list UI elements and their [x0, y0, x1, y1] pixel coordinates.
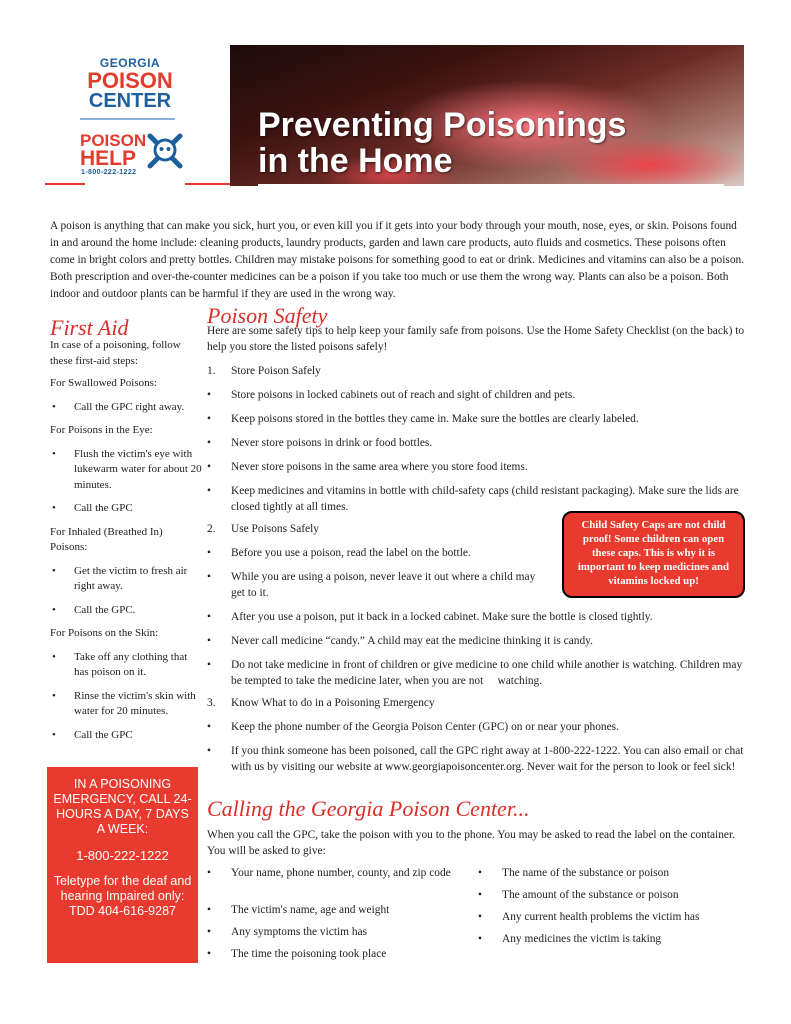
bullet-icon: •	[207, 635, 211, 647]
page-title-line2: in the Home	[258, 142, 453, 180]
list-item-text: The victim's name, age and weight	[231, 904, 390, 916]
list-item-text: Never call medicine “candy.” A child may eat the medicine thinking it is candy.	[231, 635, 593, 647]
list-item-text: Any current health problems the victim has	[502, 911, 700, 923]
calling-intro: When you call the GPC, take the poison with you to the phone. You may be asked to read the label on the container. You will be asked to give:	[207, 829, 735, 857]
header-banner	[230, 45, 744, 186]
first-aid-column	[50, 338, 202, 743]
bullet-icon: •	[207, 904, 211, 916]
list-item-text: The amount of the substance or poison	[502, 889, 679, 901]
bullet-icon: •	[478, 933, 482, 945]
list-item: • Call the GPC.	[50, 603, 202, 619]
page-title	[258, 107, 728, 179]
list-item: • Take off any clothing that has poison on it.	[50, 650, 202, 681]
bullet-icon: •	[478, 867, 482, 879]
list-item-text: Any medicines the victim is taking	[502, 933, 662, 945]
bullet-icon: •	[207, 413, 211, 425]
list-item-text: While you are using a poison, never leave it out where a child may get to it.	[231, 571, 536, 599]
bullet-icon: •	[207, 926, 211, 938]
list-item-text: Never store poisons in the same area where you store food items.	[231, 461, 528, 473]
list-item-text: The name of the substance or poison	[502, 867, 670, 879]
georgia-poison-center-logo	[80, 57, 180, 112]
bullet-icon: •	[478, 911, 482, 923]
bullet-icon: •	[207, 721, 211, 733]
list-item-text: The time the poisoning took place	[231, 948, 387, 960]
list-item: • Flush the victim's eye with lukewarm water for about 20 minutes.	[50, 447, 202, 494]
list-item-text: Any symptoms the victim has	[231, 926, 368, 938]
bullet-icon: •	[207, 571, 211, 583]
bullet-icon: •	[207, 389, 211, 401]
list-item-text: Keep the phone number of the Georgia Poison Center (GPC) on or near your phones.	[231, 721, 619, 733]
section-number: 1.	[207, 365, 216, 377]
emergency-box	[47, 767, 198, 963]
bullet-icon: •	[207, 547, 211, 559]
accent-rule-mid	[185, 183, 230, 185]
intro-paragraph: A poison is anything that can make you sick, hurt you, or even kill you if it gets into your body through your mouth, nose, eyes, or skin. Poisons found in and around the home include: cleaning products, laundry products, garden and lawn care products, auto fluids and cosmetics. These poisons often come in bright colors and pretty bottles. Children may mistake poisons for something good to eat or drink. Medicines and vitamins can also be a poison. Both prescription and over-the-counter medicines can be a poison if you take too much or use them the wrong way. Plants can also be a poison. Both indoor and outdoor plants can be harmful if they are used in the wrong way.	[50, 220, 745, 300]
bullet-icon: •	[207, 948, 211, 960]
poison-help-logo	[80, 128, 190, 183]
section-number: 3.	[207, 697, 216, 709]
poison-safety-intro: Here are some safety tips to help keep your family safe from poisons. Use the Home Safety Checklist (on the back) to help you store the listed poisons safely!	[207, 325, 745, 353]
emergency-text: IN A POISONING EMERGENCY, CALL 24-HOURS A DAY, 7 DAYS A WEEK:	[53, 777, 192, 836]
first-aid-intro: In case of a poisoning, follow these first-aid steps:	[50, 339, 181, 367]
list-item: • Call the GPC	[50, 728, 202, 744]
list-item-text: Keep medicines and vitamins in bottle with child-safety caps (child resistant packaging). Make sure the lids are closed tightly at all times.	[231, 485, 739, 513]
accent-rule-left	[45, 183, 85, 185]
bullet-icon: •	[207, 461, 211, 473]
skull-crossbones-icon	[144, 128, 188, 172]
list-item-text: If you think someone has been poisoned, call the GPC right away at 1-800-222-1222. You can also email or chat with us by visiting our website at www.georgiapoisoncenter.org. Never wait for the person to look or feel sick!	[231, 745, 744, 773]
bullet-icon: •	[207, 611, 211, 623]
poison-help-line1: POISON	[80, 131, 147, 150]
section-title: Use Poisons Safely	[231, 523, 319, 535]
swallowed-label: For Swallowed Poisons:	[50, 377, 157, 389]
poison-safety-heading: Poison Safety	[207, 303, 328, 328]
emergency-tty: Teletype for the deaf and hearing Impaired only: TDD 404-616-9287	[53, 874, 192, 918]
logo-line-center: CENTER	[88, 90, 172, 112]
inhaled-label: For Inhaled (Breathed In) Poisons:	[50, 525, 163, 553]
bullet-icon: •	[207, 485, 211, 497]
bullet-icon: •	[478, 889, 482, 901]
section-number: 2.	[207, 523, 216, 535]
bullet-icon: •	[207, 867, 211, 879]
list-item-text: Your name, phone number, county, and zip code	[231, 867, 451, 879]
list-item-text: Never store poisons in drink or food bottles.	[231, 437, 433, 449]
bullet-icon: •	[207, 659, 211, 671]
logo-line-georgia: GEORGIA	[99, 56, 161, 70]
banner-rule	[258, 184, 724, 186]
calling-heading: Calling the Georgia Poison Center...	[207, 796, 530, 821]
child-safety-callout: Child Safety Caps are not child proof! Some children can open these caps. This is why it is important to keep medicines and vitamins locked up!	[562, 511, 745, 598]
list-item-text: Before you use a poison, read the label on the bottle.	[231, 547, 471, 559]
page-title-line1: Preventing Poisonings	[258, 106, 627, 144]
logo-divider	[80, 118, 175, 120]
list-item: • Call the GPC right away.	[50, 400, 202, 416]
list-item: • Call the GPC	[50, 501, 202, 517]
poison-help-phone: 1-800-222-1222	[81, 169, 137, 176]
section-title: Know What to do in a Poisoning Emergency	[231, 697, 435, 709]
skin-label: For Poisons on the Skin:	[50, 627, 159, 639]
eye-label: For Poisons in the Eye:	[50, 424, 153, 436]
list-item-text: After you use a poison, put it back in a locked cabinet. Make sure the bottle is closed tightly.	[231, 611, 653, 623]
emergency-phone[interactable]: 1-800-222-1222	[76, 848, 169, 863]
poison-help-line2: HELP	[80, 147, 137, 170]
list-item-text: Do not take medicine in front of children or give medicine to one child while another is watching. Children may be tempted to take the medicine later, when you are not watching.	[231, 659, 746, 687]
bullet-icon: •	[207, 745, 211, 757]
bullet-icon: •	[207, 437, 211, 449]
list-item-text: Keep poisons stored in the bottles they came in. Make sure the bottles are clearly labeled.	[231, 413, 639, 425]
first-aid-heading: First Aid	[50, 315, 129, 340]
list-item: • Rinse the victim's skin with water for 20 minutes.	[50, 689, 202, 720]
logo-line-poison: POISON	[87, 68, 173, 93]
list-item: • Get the victim to fresh air right away.	[50, 564, 202, 595]
section-title: Store Poison Safely	[231, 365, 321, 377]
list-item-text: Store poisons in locked cabinets out of reach and sight of children and pets.	[231, 389, 576, 401]
